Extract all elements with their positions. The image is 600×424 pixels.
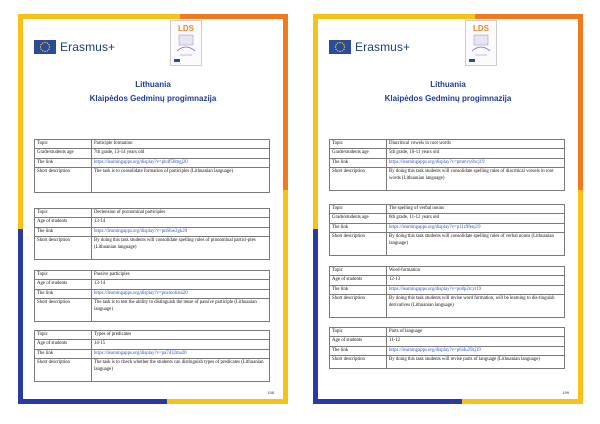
lds-logo: [170, 20, 202, 66]
row-key: Topic: [35, 271, 92, 280]
row-value: 11-12: [387, 337, 565, 346]
topic-table: [34, 330, 270, 382]
table-row: [35, 349, 270, 358]
table-row: [35, 209, 270, 218]
learningapps-link[interactable]: https://learningapps.org/display?v=pn6foe2gk20: [94, 228, 188, 234]
learningapps-link[interactable]: https://learningapps.org/display?v=p11z9fenj19: [389, 224, 481, 230]
table-row: [35, 289, 270, 298]
row-value: By doing this task students will consolidate spelling rules of diacritical vowels in root words (Lithuanian language): [387, 168, 565, 191]
table-row: [330, 168, 565, 191]
row-key: The link: [330, 158, 387, 167]
eu-flag-icon: [329, 40, 351, 54]
title-school: Klaipėdos Gedminų progimnazija: [384, 94, 512, 103]
topic-table: [34, 208, 270, 260]
row-value: Declension of pronominal participles: [92, 209, 270, 218]
row-value: Types of predicates: [92, 331, 270, 340]
table-row: [330, 285, 565, 294]
row-value: 14-15: [92, 340, 270, 349]
row-key: Short description: [330, 233, 387, 256]
topic-table: [329, 139, 565, 191]
table-row: [35, 140, 270, 149]
top-orange-bar: [180, 14, 288, 19]
row-value: Parts of language: [387, 328, 565, 337]
table-row: [35, 299, 270, 322]
row-key: Topic: [35, 140, 92, 149]
row-key: Short description: [35, 237, 92, 260]
table-row: [330, 214, 565, 223]
row-key: The link: [35, 349, 92, 358]
left-blue-bar: [313, 229, 318, 405]
row-key: Age of students: [330, 276, 387, 285]
table-row: [35, 149, 270, 158]
erasmus-wordmark: Erasmus+: [355, 40, 411, 54]
bottom-blue-bar: [313, 399, 462, 404]
learningapps-link[interactable]: https://learningapps.org/display?v=pb4f50mgj20: [94, 159, 188, 165]
learningapps-link[interactable]: https://learningapps.org/display?v=po8p2rcyt19: [389, 286, 482, 292]
table-row: [330, 356, 565, 369]
title-country: Lithuania: [135, 80, 171, 89]
row-value: 7th grade, 13-14 years old: [92, 149, 270, 158]
row-value: Word-formation: [387, 267, 565, 276]
row-key: Short description: [35, 299, 92, 322]
topic-table: [329, 327, 565, 369]
row-key: Topic: [330, 328, 387, 337]
table-row: [35, 280, 270, 289]
left-blue-bar: [18, 229, 23, 405]
title-country: Lithuania: [430, 80, 466, 89]
table-row: [330, 276, 565, 285]
row-key: The link: [330, 223, 387, 232]
topic-table: [34, 139, 270, 193]
table-row: [35, 271, 270, 280]
lds-logo: [465, 20, 497, 66]
row-key: Short description: [330, 356, 387, 369]
lds-wordmark: LDS: [473, 24, 489, 33]
row-key: Topic: [330, 267, 387, 276]
row-key: Topic: [330, 140, 387, 149]
topic-table: [329, 204, 565, 256]
topic-table: [34, 270, 270, 322]
lds-wordmark: LDS: [178, 24, 194, 33]
row-key: Age of students: [330, 337, 387, 346]
table-row: [330, 267, 565, 276]
learningapps-link[interactable]: https://learningapps.org/display?v=p6i4u29zj19: [389, 347, 481, 353]
eu-flag-icon: [34, 40, 56, 54]
row-key: The link: [35, 289, 92, 298]
top-yellow-bar: [313, 14, 475, 19]
row-key: The link: [330, 346, 387, 355]
right-yellow-bar: [578, 190, 583, 405]
table-row: [35, 331, 270, 340]
row-key: Short description: [35, 168, 92, 193]
table-row: [330, 328, 565, 337]
table-row: [35, 340, 270, 349]
table-row: [330, 140, 565, 149]
page-right: [313, 14, 583, 404]
top-yellow-bar: [18, 14, 180, 19]
page-left: [18, 14, 288, 404]
page-title: [18, 78, 288, 106]
row-key: Topic: [35, 331, 92, 340]
row-key: Grade/students age: [330, 149, 387, 158]
row-key: The link: [35, 227, 92, 236]
row-value: By doing this task students will consolidate spelling rules of pronominal partici-ples (Lithuanian language): [92, 237, 270, 260]
table-row: [330, 149, 565, 158]
row-key: Grade/students age: [35, 149, 92, 158]
table-row: [330, 223, 565, 232]
table-row: [35, 359, 270, 382]
right-yellow-bar: [283, 190, 288, 405]
row-value: By doing this task students will revise parts of language (Lithuanian language): [387, 356, 565, 369]
row-value: By doing this task students will consolidate spelling rules of verbal nouns (Lithuanian language): [387, 233, 565, 256]
left-yellow-bar: [18, 14, 23, 229]
learningapps-link[interactable]: https://learningapps.org/display?v=pa7d32ma20: [94, 350, 187, 356]
row-key: Topic: [330, 205, 387, 214]
page-number: 199: [562, 390, 569, 395]
row-value: The task is to check whether the students can distinguish types of predicates (Lithuanian language): [92, 359, 270, 382]
table-row: [330, 158, 565, 167]
erasmus-logo: [34, 40, 115, 54]
row-key: Age of students: [35, 218, 92, 227]
row-key: Short description: [330, 295, 387, 318]
table-row: [330, 295, 565, 318]
row-key: The link: [330, 285, 387, 294]
row-value: Diacritical vowels in root words: [387, 140, 565, 149]
row-key: Topic: [35, 209, 92, 218]
table-row: [35, 227, 270, 236]
row-key: Short description: [330, 168, 387, 191]
learningapps-link[interactable]: https://learningapps.org/display?v=pnzmobzta20: [94, 290, 188, 296]
table-row: [330, 233, 565, 256]
top-orange-bar: [475, 14, 583, 19]
left-yellow-bar: [313, 14, 318, 229]
row-value: The spelling of verbal nouns: [387, 205, 565, 214]
bottom-yellow-bar: [167, 399, 289, 404]
row-value: 13-14: [92, 218, 270, 227]
row-key: Short description: [35, 359, 92, 382]
row-value: 12-13: [387, 276, 565, 285]
table-row: [35, 158, 270, 167]
row-value: By doing this task students will revise word formation, will be learning to dis-tinguish derivatives (Lithuanian language): [387, 295, 565, 318]
erasmus-wordmark: Erasmus+: [60, 40, 116, 54]
topic-table: [329, 266, 565, 318]
table-row: [330, 337, 565, 346]
page-title: [313, 78, 583, 106]
row-value: 13-14: [92, 280, 270, 289]
row-key: Grade/students age: [330, 214, 387, 223]
row-key: Age of students: [35, 280, 92, 289]
row-value: 6th grade, 11-12 years old: [387, 214, 565, 223]
table-row: [35, 237, 270, 260]
table-row: [35, 218, 270, 227]
table-row: [330, 205, 565, 214]
erasmus-logo: [329, 40, 410, 54]
table-row: [35, 168, 270, 193]
bottom-yellow-bar: [462, 399, 584, 404]
row-value: 5th grade, 10-11 years old: [387, 149, 565, 158]
title-school: Klaipėdos Gedminų progimnazija: [89, 94, 217, 103]
row-value: The task is to test the ability to distinguish the tense of passive participle (Lithuanian language): [92, 299, 270, 322]
table-row: [330, 346, 565, 355]
row-key: Age of students: [35, 340, 92, 349]
learningapps-link[interactable]: https://learningapps.org/display?v=pmmvy8xcj19: [389, 159, 485, 165]
row-value: Participle formation: [92, 140, 270, 149]
bottom-blue-bar: [18, 399, 167, 404]
page-number: 198: [267, 390, 274, 395]
row-key: The link: [35, 158, 92, 167]
row-value: The task is to consolidate formation of participles (Lithuanian language): [92, 168, 270, 193]
row-value: Passive participles: [92, 271, 270, 280]
